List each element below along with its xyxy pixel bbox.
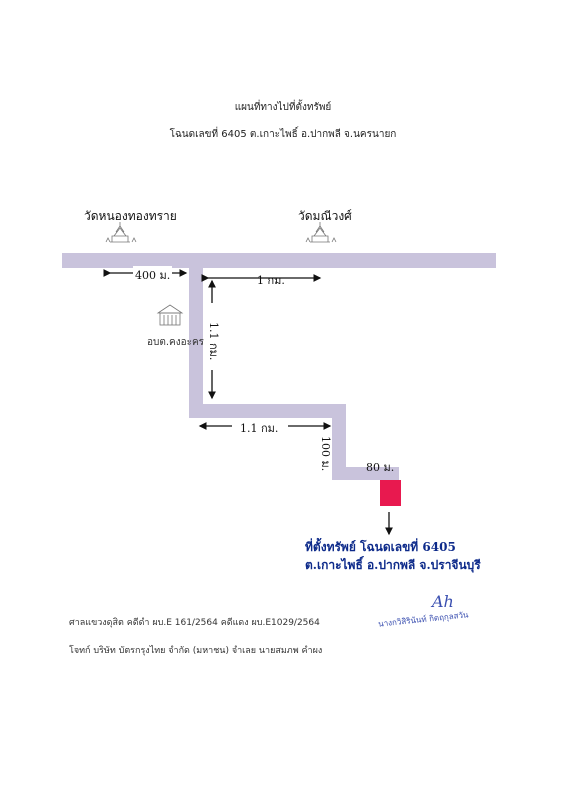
temple-right-label: วัดมณีวงศ์ bbox=[298, 209, 352, 223]
temple-left-label: วัดหนองทองทราย bbox=[84, 209, 177, 223]
distance-80m: 80 ม. bbox=[366, 461, 395, 474]
court-case-line: ศาลแขวงดุสิต คดีดำ ผบ.E 161/2564 คดีแดง ผบ.E1029/2564 bbox=[69, 618, 320, 628]
map-title: แผนที่ทางไปที่ตั้งทรัพย์ bbox=[234, 102, 332, 113]
target-description-line2: ต.เกาะไพธิ์ อ.ปากพลี จ.ปราจีนบุรี bbox=[305, 558, 481, 572]
distance-400m: 400 ม. bbox=[133, 266, 172, 284]
parties-line: โจทก์ บริษัท บัตรกรุงไทย จำกัด (มหาชน) จำเลย นายสมภพ คำผง bbox=[69, 646, 323, 656]
distance-100m: 100 ม. bbox=[319, 436, 332, 472]
map-subtitle: โฉนดเลขที่ 6405 ต.เกาะไพธิ์ อ.ปากพลี จ.นครนายก bbox=[169, 129, 397, 140]
office-building-icon bbox=[158, 305, 182, 325]
distance-1-1km-horizontal: 1.1 กม. bbox=[240, 422, 279, 435]
target-description-line1: ที่ตั้งทรัพย์ โฉนดเลขที่ 6405 bbox=[305, 540, 456, 554]
distance-1-1km-vertical: 1.1 กม. bbox=[207, 322, 220, 361]
signature-name: นางกวิสิรินันท์ กิตฤกุลสวัน bbox=[377, 610, 469, 629]
distance-1km: 1 กม. bbox=[257, 274, 285, 287]
office-label: อบต.คงอะคร bbox=[147, 337, 205, 348]
signature-mark: Ah bbox=[432, 592, 454, 611]
